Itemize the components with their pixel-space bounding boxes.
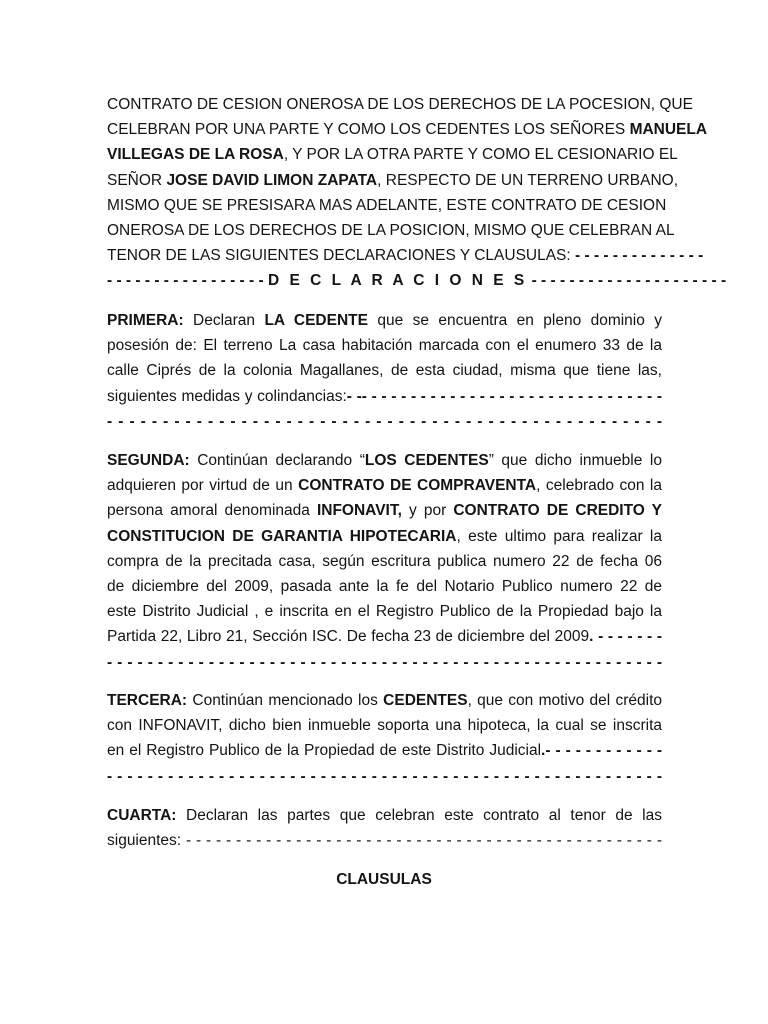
clause-text: adquieren por virtud de un bbox=[107, 477, 299, 495]
clause-line bbox=[107, 333, 662, 358]
clause-emphasis: LA CEDENTE bbox=[264, 312, 368, 329]
clause-line bbox=[107, 448, 662, 473]
clause-text: , que con motivo del crédito bbox=[467, 692, 662, 709]
clause-text: , este ultimo para realizar la bbox=[456, 527, 662, 545]
clause-emphasis: CONSTITUCION DE GARANTIA HIPOTECARIA bbox=[107, 527, 457, 545]
clause-emphasis: CEDENTES bbox=[383, 692, 468, 709]
clause-text: calle Ciprés de la colonia Magallanes, de esta ciudad, misma que tiene las, bbox=[107, 362, 662, 380]
clause-line bbox=[107, 738, 662, 763]
clause-text: Declaran las partes que celebran este contrato al tenor de las bbox=[176, 807, 662, 824]
clause-line bbox=[107, 764, 662, 789]
clause-tercera bbox=[107, 688, 662, 789]
clause-segunda bbox=[107, 448, 662, 675]
clause-emphasis: CONTRATO DE CREDITO Y bbox=[453, 502, 662, 520]
clause-line bbox=[107, 498, 662, 523]
dash-filler: .- - - - - - - - - - - - bbox=[541, 742, 662, 760]
clause-label: PRIMERA: bbox=[107, 312, 184, 329]
clause-emphasis: INFONAVIT, bbox=[316, 502, 402, 520]
clause-text: ” que dicho inmueble lo bbox=[488, 452, 662, 469]
contract-preamble bbox=[107, 92, 727, 294]
dash-filler: - - - - - - - - - - - - - - - - - - - - - - - - - - - - - - - - - - - - - - - - - - - - - - - - bbox=[185, 832, 662, 850]
clause-text: persona amoral denominada bbox=[107, 502, 317, 520]
clause-line bbox=[107, 803, 662, 828]
preamble-text: ONEROSA DE LOS DERECHOS DE LA POSICION, MISMO QUE CELEBRAN AL bbox=[107, 221, 675, 239]
clause-line bbox=[107, 624, 662, 649]
preamble-line bbox=[107, 92, 693, 117]
cesionario-name: JOSE DAVID LIMON ZAPATA bbox=[166, 171, 378, 189]
clause-line bbox=[107, 650, 662, 675]
declaraciones-heading-line bbox=[107, 268, 727, 293]
clause-text: con INFONAVIT, dicho bien inmueble soporta una hipoteca, la cual se inscrita bbox=[107, 717, 662, 735]
preamble-text: , RESPECTO DE UN TERRENO URBANO, bbox=[377, 171, 679, 189]
clause-text: , celebrado con la bbox=[536, 477, 662, 495]
clausulas-heading: CLAUSULAS bbox=[336, 871, 432, 888]
clause-text: Continúan declarando “ bbox=[189, 452, 365, 469]
clause-text: este Distrito Judicial , e inscrita en el Registro Publico de la Propiedad bajo la bbox=[107, 603, 662, 621]
dash-filler: - - - - - - - - - - - - - - bbox=[575, 247, 704, 265]
preamble-text: SEÑOR bbox=[107, 171, 167, 189]
clause-line bbox=[107, 688, 662, 713]
dash-filler: - - - - - - - - - - - - - - - - - bbox=[107, 272, 268, 290]
dash-filler: - - - - - - - - - - - - - - - - - - - - - - - - - - - - - - - - - - - - - - - - - - - - - - - - - - bbox=[107, 412, 662, 430]
clause-line bbox=[107, 599, 662, 624]
clause-emphasis: LOS CEDENTES bbox=[364, 452, 489, 469]
preamble-line bbox=[107, 117, 708, 142]
preamble-line bbox=[107, 168, 679, 193]
clause-line bbox=[107, 409, 662, 434]
clause-label: CUARTA: bbox=[107, 807, 177, 824]
dash-filler: - -- - - - - - - - - - - - - - - - - - - - - - - - - - - - - - - bbox=[346, 387, 662, 405]
clause-text: siguientes: bbox=[107, 832, 186, 850]
cedente-name: MANUELA bbox=[629, 121, 708, 139]
clause-text: Continúan mencionado los bbox=[187, 692, 384, 709]
clause-text: en el Registro Publico de la Propiedad de este Distrito Judicial bbox=[107, 742, 542, 760]
cedente-name: VILLEGAS DE LA ROSA bbox=[107, 146, 284, 164]
clause-text: posesión de: El terreno La casa habitación marcada con el enumero 33 de la bbox=[107, 337, 662, 355]
clause-line bbox=[107, 828, 662, 853]
clause-line bbox=[107, 384, 662, 409]
clause-cuarta bbox=[107, 803, 662, 853]
preamble-text: TENOR DE LAS SIGUIENTES DECLARACIONES Y CLAUSULAS: bbox=[107, 247, 576, 265]
dash-filler: . - - - - - - - bbox=[589, 628, 662, 646]
clause-line bbox=[107, 549, 662, 574]
dash-filler: - - - - - - - - - - - - - - - - - - - - - - - - - - - - - - - - - - - - - - - - - - - - - - - - - - - - - - - bbox=[107, 767, 662, 785]
dash-filler: - - - - - - - - - - - - - - - - - - - - - - - - - - - - - - - - - - - - - - - - - - - - - - - - - - - - - - - bbox=[107, 653, 662, 671]
clause-label: TERCERA: bbox=[107, 692, 188, 709]
clause-line bbox=[107, 524, 662, 549]
clause-line bbox=[107, 713, 662, 738]
preamble-text: , Y POR LA OTRA PARTE Y COMO EL CESIONARIO EL bbox=[283, 146, 678, 164]
preamble-line bbox=[107, 193, 667, 218]
clause-text: Declaran bbox=[183, 312, 265, 329]
clause-line bbox=[107, 574, 662, 599]
preamble-text: MISMO QUE SE PRESISARA MAS ADELANTE, ESTE CONTRATO DE CESION bbox=[107, 196, 667, 214]
clause-text: Partida 22, Libro 21, Sección ISC. De fecha 23 de diciembre del 2009 bbox=[107, 628, 590, 646]
preamble-line bbox=[107, 142, 678, 167]
clause-text: compra de la precitada casa, según escritura publica numero 22 de fecha 06 bbox=[107, 552, 662, 570]
clause-text: siguientes medidas y colindancias: bbox=[107, 387, 347, 405]
clause-text: que se encuentra en pleno dominio y bbox=[367, 312, 662, 329]
clause-text: y por bbox=[401, 502, 454, 520]
preamble-text: CONTRATO DE CESION ONEROSA DE LOS DERECHOS DE LA POCESION, QUE bbox=[107, 96, 693, 113]
preamble-line bbox=[107, 218, 675, 243]
clause-line bbox=[107, 473, 662, 498]
preamble-text: CELEBRAN POR UNA PARTE Y COMO LOS CEDENTES LOS SEÑORES bbox=[107, 121, 630, 139]
preamble-line bbox=[107, 243, 704, 268]
clause-primera bbox=[107, 308, 662, 434]
declaraciones-heading: D E C L A R A C I O N E S bbox=[267, 272, 528, 290]
clause-text: de diciembre del 2009, pasada ante la fe del Notario Publico numero 22 de bbox=[107, 577, 662, 595]
clause-line bbox=[107, 308, 662, 333]
clause-emphasis: CONTRATO DE COMPRAVENTA bbox=[298, 477, 537, 495]
dash-filler: - - - - - - - - - - - - - - - - - - - - - bbox=[527, 272, 727, 290]
clause-line bbox=[107, 358, 662, 383]
clause-label: SEGUNDA: bbox=[107, 452, 190, 469]
